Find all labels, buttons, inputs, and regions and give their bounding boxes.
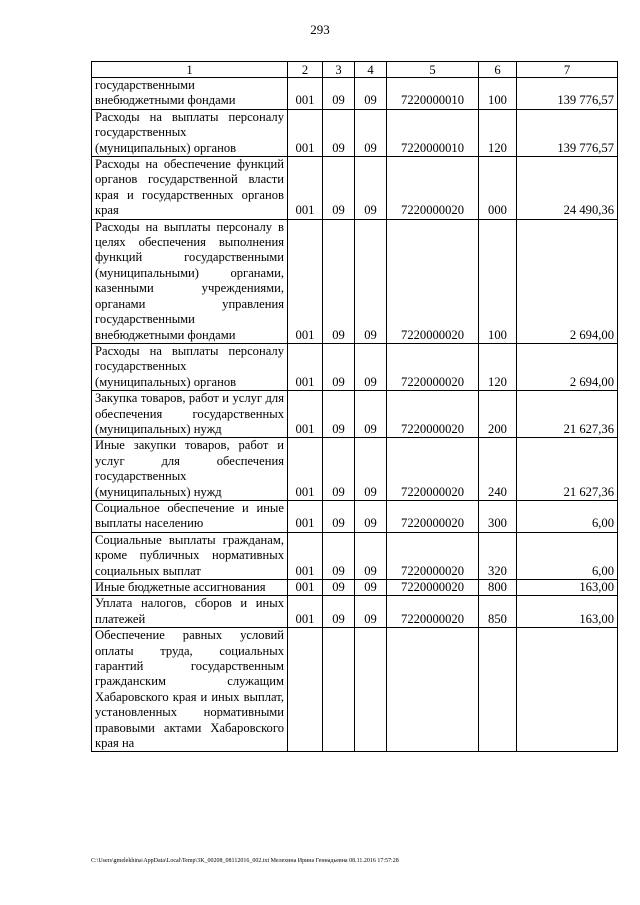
expense-type-code: 320 (479, 532, 517, 579)
subsection-code: 09 (355, 500, 387, 532)
subsection-code: 09 (355, 219, 387, 343)
table-row (92, 580, 618, 596)
table-row (92, 157, 618, 220)
subsection-code (355, 628, 387, 752)
expense-type-code: 000 (479, 157, 517, 220)
column-header: 2 (288, 62, 323, 78)
expense-type-code: 240 (479, 438, 517, 501)
ministry-code: 001 (288, 580, 323, 596)
target-article-code: 7220000020 (387, 157, 479, 220)
section-code: 09 (323, 391, 355, 438)
expense-type-code: 850 (479, 596, 517, 628)
table-row (92, 438, 618, 501)
column-header: 5 (387, 62, 479, 78)
target-article-code: 7220000020 (387, 343, 479, 390)
expense-name: Расходы на выплаты персоналу в целях обеспечения выполнения функций государственными (муниципальными) органами, казенными учреждениями, органами управления государственными внебюджетными фондами (92, 219, 288, 343)
amount: 6,00 (517, 532, 618, 579)
expense-name: Расходы на выплаты персоналу государственных (муниципальных) органов (92, 343, 288, 390)
amount: 163,00 (517, 580, 618, 596)
section-code: 09 (323, 532, 355, 579)
target-article-code: 7220000020 (387, 532, 479, 579)
section-code: 09 (323, 78, 355, 110)
ministry-code: 001 (288, 109, 323, 156)
page-number: 293 (310, 22, 330, 37)
expense-name: Социальное обеспечение и иные выплаты населению (92, 500, 288, 532)
section-code: 09 (323, 343, 355, 390)
table-row (92, 628, 618, 752)
expense-name: Иные закупки товаров, работ и услуг для обеспечения государственных (муниципальных) нужд (92, 438, 288, 501)
subsection-code: 09 (355, 109, 387, 156)
expense-name: Обеспечение равных условий оплаты труда, социальных гарантий государственным гражданским служащим Хабаровского края и иных выплат, установленных нормативными правовыми актами Хабаровского края на (92, 628, 288, 752)
amount: 24 490,36 (517, 157, 618, 220)
amount: 6,00 (517, 500, 618, 532)
amount: 163,00 (517, 596, 618, 628)
section-code: 09 (323, 438, 355, 501)
amount: 2 694,00 (517, 343, 618, 390)
target-article-code: 7220000020 (387, 580, 479, 596)
amount: 139 776,57 (517, 109, 618, 156)
column-header: 7 (517, 62, 618, 78)
subsection-code: 09 (355, 391, 387, 438)
table-row (92, 596, 618, 628)
table-header-row (92, 62, 618, 78)
expense-type-code: 800 (479, 580, 517, 596)
file-path-footer: C:\Users\gmelekhina\AppData\Local\Temp\3K_00208_08112016_002.txt Мелехина Ирина Геннадьевна 08.11.2016 17:57:28 (91, 858, 399, 864)
expense-name: Социальные выплаты гражданам, кроме публичных нормативных социальных выплат (92, 532, 288, 579)
table-row (92, 343, 618, 390)
expense-type-code: 200 (479, 391, 517, 438)
amount: 21 627,36 (517, 391, 618, 438)
expense-name: Уплата налогов, сборов и иных платежей (92, 596, 288, 628)
column-header: 6 (479, 62, 517, 78)
section-code: 09 (323, 580, 355, 596)
subsection-code: 09 (355, 580, 387, 596)
target-article-code: 7220000010 (387, 78, 479, 110)
table-row (92, 500, 618, 532)
ministry-code: 001 (288, 500, 323, 532)
ministry-code: 001 (288, 219, 323, 343)
subsection-code: 09 (355, 343, 387, 390)
expense-name: Закупка товаров, работ и услуг для обеспечения государственных (муниципальных) нужд (92, 391, 288, 438)
amount: 21 627,36 (517, 438, 618, 501)
ministry-code: 001 (288, 532, 323, 579)
table-row (92, 78, 618, 110)
expense-type-code: 120 (479, 109, 517, 156)
ministry-code: 001 (288, 391, 323, 438)
subsection-code: 09 (355, 596, 387, 628)
target-article-code: 7220000020 (387, 596, 479, 628)
target-article-code: 7220000020 (387, 500, 479, 532)
section-code: 09 (323, 500, 355, 532)
section-code: 09 (323, 596, 355, 628)
expense-name: государственными внебюджетными фондами (92, 78, 288, 110)
subsection-code: 09 (355, 438, 387, 501)
subsection-code: 09 (355, 532, 387, 579)
target-article-code: 7220000020 (387, 219, 479, 343)
amount (517, 628, 618, 752)
ministry-code: 001 (288, 438, 323, 501)
expense-name: Иные бюджетные ассигнования (92, 580, 288, 596)
column-header: 1 (92, 62, 288, 78)
ministry-code: 001 (288, 596, 323, 628)
section-code: 09 (323, 157, 355, 220)
table-row (92, 219, 618, 343)
expense-type-code: 100 (479, 78, 517, 110)
expense-name: Расходы на выплаты персоналу государственных (муниципальных) органов (92, 109, 288, 156)
ministry-code: 001 (288, 78, 323, 110)
section-code: 09 (323, 219, 355, 343)
section-code: 09 (323, 109, 355, 156)
expense-type-code: 120 (479, 343, 517, 390)
amount: 139 776,57 (517, 78, 618, 110)
ministry-code (288, 628, 323, 752)
expense-type-code (479, 628, 517, 752)
target-article-code (387, 628, 479, 752)
subsection-code: 09 (355, 157, 387, 220)
target-article-code: 7220000020 (387, 438, 479, 501)
table-row (92, 391, 618, 438)
ministry-code: 001 (288, 343, 323, 390)
expense-type-code: 100 (479, 219, 517, 343)
table-row (92, 109, 618, 156)
target-article-code: 7220000010 (387, 109, 479, 156)
section-code (323, 628, 355, 752)
amount: 2 694,00 (517, 219, 618, 343)
target-article-code: 7220000020 (387, 391, 479, 438)
ministry-code: 001 (288, 157, 323, 220)
expense-type-code: 300 (479, 500, 517, 532)
expense-name: Расходы на обеспечение функций органов государственной власти края и государственных органов края (92, 157, 288, 220)
column-header: 3 (323, 62, 355, 78)
subsection-code: 09 (355, 78, 387, 110)
column-header: 4 (355, 62, 387, 78)
table-row (92, 532, 618, 579)
budget-table (91, 61, 618, 752)
